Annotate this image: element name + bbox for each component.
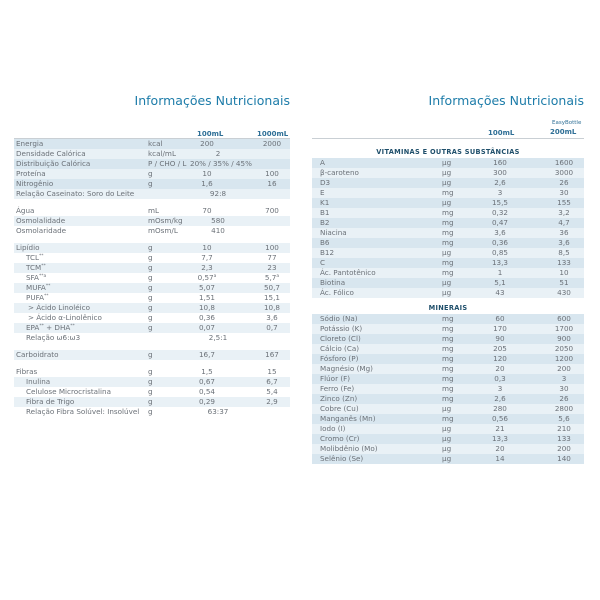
value-col2: 210 — [557, 424, 571, 433]
nutrient-row — [14, 313, 290, 323]
nutrient-name: TCM** — [26, 263, 46, 272]
nutrient-row — [312, 198, 584, 208]
nutrient-name: Molibdênio (Mo) — [320, 444, 378, 453]
nutrient-row — [312, 278, 584, 288]
left-col2-header: 1000mL — [257, 130, 289, 138]
value-col1: 205 — [493, 344, 507, 353]
nutrient-name: Água — [16, 206, 35, 215]
nutrient-unit: mOsm/kg — [148, 216, 183, 225]
nutrient-row — [14, 283, 290, 293]
nutrient-row — [312, 344, 584, 354]
value-col2: 100 — [265, 243, 279, 252]
value-col2: 3,6 — [558, 238, 570, 247]
value-col2: 1700 — [554, 324, 574, 333]
value-col1: 20 — [495, 444, 505, 453]
value-col2: 140 — [557, 454, 571, 463]
value-col2: 16 — [267, 179, 277, 188]
nutrient-row — [14, 139, 290, 149]
nutrient-value: 410 — [211, 226, 225, 235]
nutrient-unit: g — [148, 179, 153, 188]
nutrient-name: TCL** — [26, 253, 44, 262]
right-panel-title: Informações Nutricionais — [428, 93, 584, 108]
nutrient-row — [312, 168, 584, 178]
nutrient-name: Manganês (Mn) — [320, 414, 376, 423]
value-col2: 3,2 — [558, 208, 570, 217]
value-col2: 200 — [557, 444, 571, 453]
nutrient-row — [14, 206, 290, 216]
nutrient-value: 580 — [211, 216, 225, 225]
left-panel-title: Informações Nutricionais — [134, 93, 290, 108]
nutrient-name: Carboidrato — [16, 350, 59, 359]
left-col1-header: 100mL — [197, 130, 224, 138]
value-col2: 2050 — [554, 344, 574, 353]
nutrient-row — [312, 324, 584, 334]
value-col2: 100 — [265, 169, 279, 178]
nutrient-name: Cromo (Cr) — [320, 434, 360, 443]
value-col1: 1,6 — [201, 179, 213, 188]
nutrient-value: 2 — [215, 149, 221, 158]
value-col1: 21 — [495, 424, 505, 433]
nutrient-name: Ferro (Fe) — [320, 384, 355, 393]
nutrient-unit: g — [148, 283, 153, 292]
nutrient-name: A — [320, 158, 325, 167]
nutrient-name: Nitrogênio — [16, 179, 54, 188]
nutrient-unit: g — [148, 273, 153, 282]
nutrient-unit: mOsm/L — [148, 226, 178, 235]
nutrient-unit: mg — [442, 384, 454, 393]
nutrient-name: EPA** + DHA** — [26, 323, 75, 332]
nutrient-row — [14, 216, 290, 226]
row-spacer — [14, 343, 290, 350]
nutrient-unit: mg — [442, 314, 454, 323]
nutrient-row — [312, 258, 584, 268]
vitamins-section-title: VITAMINAS E OUTRAS SUBSTÂNCIAS — [376, 148, 520, 156]
nutrient-name: K1 — [320, 198, 330, 207]
value-col1: 16,7 — [198, 350, 215, 359]
nutrient-row — [312, 414, 584, 424]
nutrient-name: Ác. Pantotênico — [320, 268, 376, 277]
nutrient-row — [14, 243, 290, 253]
value-col2: 6,7 — [266, 377, 278, 386]
nutrient-row — [14, 367, 290, 377]
nutrient-unit: g — [148, 407, 153, 416]
nutrient-value: 2,5:1 — [208, 333, 228, 342]
value-col2: 3000 — [554, 168, 574, 177]
nutrient-row — [312, 288, 584, 298]
nutrient-unit: µg — [442, 178, 452, 187]
nutrient-row — [14, 323, 290, 333]
value-col1: 10,8 — [198, 303, 215, 312]
nutrient-unit: mg — [442, 354, 454, 363]
nutrient-name: Lipídio — [16, 243, 40, 252]
nutrient-unit: µg — [442, 444, 452, 453]
nutrient-row — [312, 248, 584, 258]
nutrient-unit: µg — [442, 198, 452, 207]
nutrient-name: D3 — [320, 178, 331, 187]
nutrient-name: Relação ω6:ω3 — [26, 333, 81, 342]
nutrient-name: Fibras — [16, 367, 38, 376]
nutrient-name: Distribuição Calórica — [16, 159, 91, 168]
nutrient-unit: µg — [442, 454, 452, 463]
value-col2: 15,1 — [263, 293, 280, 302]
nutrient-row — [14, 397, 290, 407]
value-col2: 36 — [559, 228, 569, 237]
nutrient-name: Niacina — [320, 228, 347, 237]
nutrient-name: E — [320, 188, 325, 197]
nutrient-unit: µg — [442, 278, 452, 287]
value-col2: 77 — [267, 253, 277, 262]
nutrient-row — [312, 374, 584, 384]
value-col1: 0,85 — [491, 248, 508, 257]
vitamins-list — [312, 158, 584, 298]
value-col1: 200 — [200, 139, 214, 148]
nutrient-row — [312, 384, 584, 394]
left-nutrient-table — [14, 139, 290, 417]
value-col1: 300 — [493, 168, 507, 177]
value-col1: 0,57$^a$ — [197, 273, 217, 282]
value-col1: 120 — [493, 354, 507, 363]
minerals-section-title: MINERAIS — [428, 304, 468, 312]
value-col1: 13,3 — [491, 434, 508, 443]
value-col1: 0,36 — [198, 313, 215, 322]
value-col2: 5,6 — [558, 414, 570, 423]
nutrient-unit: g — [148, 263, 153, 272]
value-col1: 15,5 — [491, 198, 508, 207]
nutrient-row — [312, 424, 584, 434]
value-col2: 3,6 — [266, 313, 278, 322]
value-col1: 5,1 — [494, 278, 506, 287]
value-col1: 0,47 — [491, 218, 508, 227]
value-col1: 13,3 — [491, 258, 508, 267]
value-col1: 90 — [495, 334, 505, 343]
value-col2: 30 — [559, 188, 569, 197]
nutrient-unit: mg — [442, 394, 454, 403]
nutrient-unit: g — [148, 367, 153, 376]
row-spacer — [14, 199, 290, 206]
nutrient-name: Energia — [16, 139, 44, 148]
nutrient-unit: µg — [442, 434, 452, 443]
nutrient-unit: mg — [442, 374, 454, 383]
right-col2-header: 200mL — [550, 128, 577, 136]
nutrient-row — [312, 208, 584, 218]
value-col2: 0,7 — [266, 323, 278, 332]
nutrient-row — [312, 158, 584, 168]
value-col2: 8,5 — [558, 248, 570, 257]
nutrient-unit: µg — [442, 288, 452, 297]
value-col1: 7,7 — [201, 253, 213, 262]
nutrient-unit: g — [148, 293, 153, 302]
value-col1: 3 — [497, 384, 503, 393]
value-col2: 4,7 — [558, 218, 570, 227]
nutrient-name: β-caroteno — [320, 168, 359, 177]
nutrient-row — [14, 263, 290, 273]
value-col1: 0,3 — [494, 374, 506, 383]
right-col2-subheader: EasyBottle — [552, 120, 582, 126]
nutrient-row — [14, 253, 290, 263]
nutrient-name: Inulina — [26, 377, 51, 386]
nutrient-row — [14, 333, 290, 343]
nutrient-name: PUFA** — [26, 293, 49, 302]
nutrient-name: B1 — [320, 208, 330, 217]
value-col2: 1600 — [554, 158, 574, 167]
nutrient-unit: µg — [442, 248, 452, 257]
value-col2: 5,4 — [266, 387, 278, 396]
nutrient-unit: mg — [442, 218, 454, 227]
nutrient-unit: mg — [442, 258, 454, 267]
value-col1: 0,29 — [198, 397, 215, 406]
value-col1: 1,51 — [198, 293, 215, 302]
value-col1: 1 — [497, 268, 503, 277]
value-col1: 3,6 — [494, 228, 506, 237]
value-col1: 60 — [495, 314, 505, 323]
nutrient-unit: g — [148, 397, 153, 406]
nutrient-unit: g — [148, 169, 153, 178]
nutrient-name: Potássio (K) — [320, 324, 363, 333]
nutrient-name: Osmolalidade — [16, 216, 66, 225]
nutrient-row — [312, 268, 584, 278]
nutrient-name: Celulose Microcristalina — [26, 387, 112, 396]
nutrient-unit: g — [148, 350, 153, 359]
value-col2: 155 — [557, 198, 571, 207]
value-col2: 2800 — [554, 404, 574, 413]
nutrient-row — [14, 169, 290, 179]
nutrient-name: B6 — [320, 238, 330, 247]
nutrient-row — [312, 334, 584, 344]
right-header-rule — [312, 138, 584, 139]
value-col1: 2,6 — [494, 394, 506, 403]
nutrient-row — [14, 189, 290, 199]
value-col2: 26 — [559, 178, 569, 187]
nutrient-unit: g — [148, 243, 153, 252]
nutrient-unit: kcal/mL — [148, 149, 176, 158]
right-col1-header: 100mL — [488, 129, 515, 137]
nutrient-name: Flúor (F) — [320, 374, 351, 383]
value-col2: 430 — [557, 288, 571, 297]
nutrient-name: Fibra de Trigo — [26, 397, 75, 406]
value-col1: 0,32 — [491, 208, 508, 217]
nutrient-unit: mg — [442, 188, 454, 197]
nutrient-unit: mg — [442, 238, 454, 247]
nutrient-row — [312, 444, 584, 454]
nutrient-row — [312, 364, 584, 374]
nutrient-row — [14, 303, 290, 313]
value-col2: 133 — [557, 434, 571, 443]
nutrient-name: SFA$^{**a}$ — [26, 273, 47, 282]
value-col2: 5,7$^a$ — [264, 273, 280, 282]
value-col1: 14 — [495, 454, 505, 463]
value-col1: 2,3 — [201, 263, 213, 272]
value-col2: 133 — [557, 258, 571, 267]
value-col2: 15 — [267, 367, 277, 376]
value-col2: 900 — [557, 334, 571, 343]
nutrient-unit: g — [148, 323, 153, 332]
nutrient-unit: P / CHO / L — [148, 159, 187, 168]
nutrient-row — [312, 354, 584, 364]
nutrient-row — [14, 350, 290, 360]
value-col1: 3 — [497, 188, 503, 197]
value-col2: 3 — [561, 374, 567, 383]
nutrient-value: 92:8 — [209, 189, 227, 198]
nutrient-row — [312, 454, 584, 464]
value-col1: 170 — [493, 324, 507, 333]
nutrient-row — [14, 226, 290, 236]
nutrient-name: Magnésio (Mg) — [320, 364, 373, 373]
nutrient-unit: g — [148, 303, 153, 312]
nutrient-name: Osmolaridade — [16, 226, 67, 235]
nutrient-row — [312, 228, 584, 238]
nutrient-name: Proteína — [16, 169, 46, 178]
value-col2: 200 — [557, 364, 571, 373]
value-col1: 70 — [202, 206, 212, 215]
nutrient-name: > Ácido α-Linolênico — [28, 313, 102, 322]
value-col2: 10,8 — [263, 303, 280, 312]
nutrient-row — [312, 434, 584, 444]
nutrient-name: Cobre (Cu) — [320, 404, 359, 413]
nutrient-name: Sódio (Na) — [320, 314, 358, 323]
nutrient-unit: g — [148, 313, 153, 322]
value-col2: 26 — [559, 394, 569, 403]
nutrient-unit: µg — [442, 404, 452, 413]
nutrient-unit: mg — [442, 344, 454, 353]
value-col1: 20 — [495, 364, 505, 373]
nutrient-row — [14, 407, 290, 417]
minerals-list — [312, 314, 584, 464]
value-col1: 160 — [493, 158, 507, 167]
nutrient-value: 20% / 35% / 45% — [190, 159, 252, 168]
nutrient-name: Iodo (I) — [320, 424, 346, 433]
nutrient-name: Zinco (Zn) — [320, 394, 358, 403]
nutrient-unit: mg — [442, 268, 454, 277]
value-col2: 700 — [265, 206, 279, 215]
nutrient-unit: µg — [442, 158, 452, 167]
nutrient-unit: mg — [442, 324, 454, 333]
value-col2: 2000 — [262, 139, 282, 148]
nutrient-unit: µg — [442, 424, 452, 433]
value-col1: 1,5 — [201, 367, 213, 376]
nutrient-unit: g — [148, 253, 153, 262]
nutrient-name: Densidade Calórica — [16, 149, 86, 158]
nutrient-name: B12 — [320, 248, 335, 257]
nutrient-name: Fósforo (P) — [320, 354, 359, 363]
nutrient-row — [312, 314, 584, 324]
value-col1: 280 — [493, 404, 507, 413]
row-spacer — [14, 236, 290, 243]
value-col2: 2,9 — [266, 397, 278, 406]
value-col1: 2,6 — [494, 178, 506, 187]
value-col1: 43 — [495, 288, 505, 297]
value-col2: 50,7 — [263, 283, 280, 292]
nutrient-unit: µg — [442, 168, 452, 177]
nutrient-row — [312, 404, 584, 414]
nutrient-row — [14, 293, 290, 303]
value-col2: 30 — [559, 384, 569, 393]
nutrient-unit: mg — [442, 364, 454, 373]
nutrient-value: 63:37 — [207, 407, 229, 416]
nutrient-row — [14, 179, 290, 189]
row-spacer — [14, 360, 290, 367]
nutrient-unit: mg — [442, 228, 454, 237]
nutrient-row — [312, 218, 584, 228]
nutrient-row — [14, 273, 290, 283]
nutrient-name: > Ácido Linoléico — [28, 303, 91, 312]
nutrient-name: MUFA** — [26, 283, 51, 292]
nutrient-unit: g — [148, 377, 153, 386]
nutrient-name: Cálcio (Ca) — [320, 344, 360, 353]
nutrient-unit: mg — [442, 208, 454, 217]
value-col2: 10 — [559, 268, 569, 277]
value-col1: 0,54 — [198, 387, 215, 396]
nutrient-row — [14, 149, 290, 159]
nutrient-name: B2 — [320, 218, 330, 227]
nutrient-unit: mL — [148, 206, 160, 215]
value-col1: 5,07 — [198, 283, 215, 292]
nutrient-row — [312, 178, 584, 188]
value-col1: 0,36 — [491, 238, 508, 247]
nutrient-name: Relação Fibra Solúvel: Insolúvel — [26, 407, 140, 416]
value-col2: 600 — [557, 314, 571, 323]
value-col2: 167 — [265, 350, 279, 359]
nutrient-row — [312, 188, 584, 198]
nutrient-unit: mg — [442, 334, 454, 343]
nutrient-unit: kcal — [148, 139, 163, 148]
nutrient-row — [14, 387, 290, 397]
nutrient-name: Cloreto (Cl) — [320, 334, 361, 343]
nutrient-unit: g — [148, 387, 153, 396]
right-nutrient-table — [312, 146, 584, 464]
nutrient-unit: mg — [442, 414, 454, 423]
nutrient-name: Relação Caseinato: Soro do Leite — [16, 189, 135, 198]
value-col1: 0,07 — [198, 323, 215, 332]
nutrient-row — [14, 377, 290, 387]
nutrient-row — [312, 238, 584, 248]
value-col1: 0,56 — [491, 414, 508, 423]
nutrient-name: Selênio (Se) — [320, 454, 364, 463]
value-col2: 51 — [559, 278, 569, 287]
value-col2: 1200 — [554, 354, 574, 363]
value-col1: 10 — [202, 169, 212, 178]
nutrient-name: Ác. Fólico — [320, 288, 354, 297]
value-col1: 10 — [202, 243, 212, 252]
value-col2: 23 — [267, 263, 277, 272]
nutrient-name: Biotina — [320, 278, 346, 287]
value-col1: 0,67 — [198, 377, 215, 386]
nutrient-row — [312, 394, 584, 404]
nutrient-row — [14, 159, 290, 169]
nutrient-name: C — [320, 258, 326, 267]
